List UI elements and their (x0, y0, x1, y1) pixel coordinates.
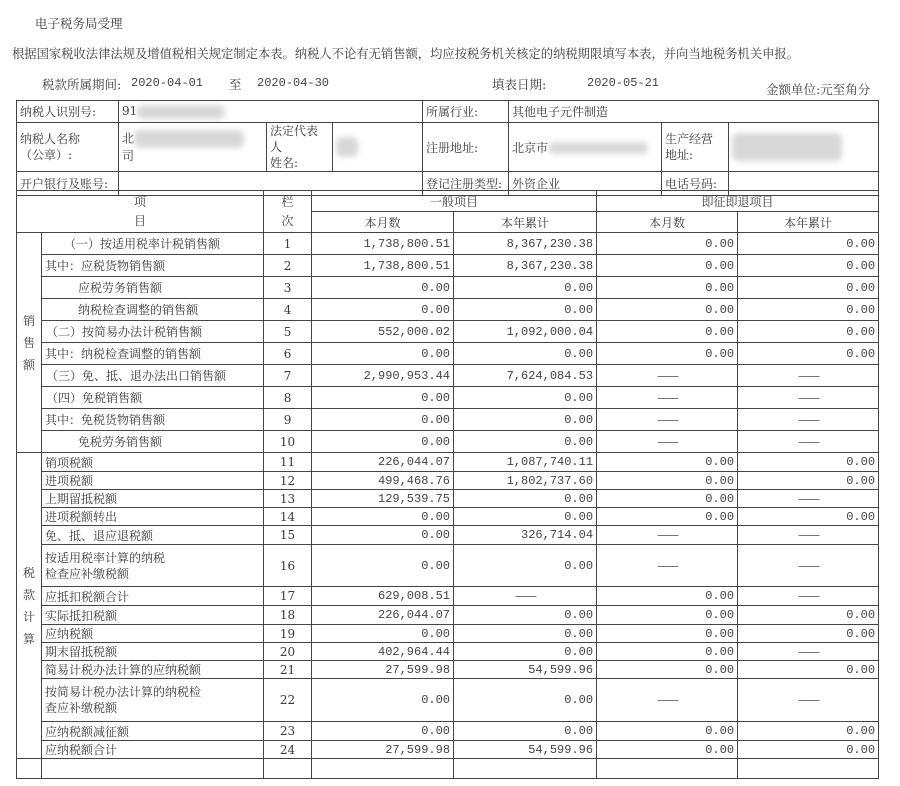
general-month-value: 129,539.75 (312, 490, 454, 508)
table-row (17, 431, 879, 453)
col-immediate-year: 本年累计 (738, 212, 879, 233)
general-year-value: 1,092,000.04 (454, 321, 597, 343)
table-row (17, 490, 879, 508)
immediate-month-value: 0.00 (597, 661, 738, 679)
row-line-no: 7 (264, 365, 312, 387)
general-year-value: —— (454, 587, 597, 606)
immediate-month-value: 0.00 (597, 625, 738, 643)
reg-type-label: 登记注册类型: (423, 172, 509, 196)
period-label: 税款所属期间: (42, 77, 122, 92)
general-year-value: 0.00 (454, 508, 597, 526)
table-row (17, 343, 879, 365)
industry-label: 所属行业: (423, 101, 509, 123)
immediate-year-value: 0.00 (738, 472, 879, 490)
table-row (17, 545, 879, 587)
row-line-no: 13 (264, 490, 312, 508)
general-year-value: 0.00 (454, 679, 597, 722)
general-month-value: 27,599.98 (312, 741, 454, 759)
row-label: 进项税额 (42, 472, 264, 490)
column-header-row-1 (17, 191, 879, 212)
row-line-no: 15 (264, 526, 312, 545)
general-month-value: 226,044.07 (312, 606, 454, 625)
immediate-month-value: 0.00 (597, 490, 738, 508)
row-line-no: 11 (264, 453, 312, 472)
immediate-month-value: —— (597, 431, 738, 453)
general-month-value: 0.00 (312, 387, 454, 409)
general-year-value: 54,599.96 (454, 661, 597, 679)
period-end: 2020-04-30 (257, 76, 330, 90)
row-label: 应税劳务销售额 (42, 277, 264, 299)
general-month-value: 1,738,800.51 (312, 233, 454, 255)
taxpayer-name-value: 北 司 (119, 123, 267, 172)
general-month-value: 27,599.98 (312, 661, 454, 679)
immediate-year-value: 0.00 (738, 508, 879, 526)
row-line-no: 21 (264, 661, 312, 679)
row-line-no: 3 (264, 277, 312, 299)
bank-account-label: 开户银行及账号: (17, 172, 119, 196)
immediate-year-value: 0.00 (738, 343, 879, 365)
immediate-year-value: 0.00 (738, 277, 879, 299)
biz-address-value (729, 123, 879, 172)
col-immediate-refund-header: 即征即退项目 (597, 191, 879, 212)
immediate-month-value: 0.00 (597, 606, 738, 625)
taxpayer-name-label: 纳税人名称 （公章）: (17, 123, 119, 172)
immediate-year-value: 0.00 (738, 661, 879, 679)
immediate-month-value: —— (597, 409, 738, 431)
general-year-value: 326,714.04 (454, 526, 597, 545)
immediate-month-value: —— (597, 387, 738, 409)
row-line-no: 22 (264, 679, 312, 722)
row-line-no: 6 (264, 343, 312, 365)
general-month-value: 0.00 (312, 431, 454, 453)
row-label: 应纳税额合计 (42, 741, 264, 759)
row-line-no: 2 (264, 255, 312, 277)
general-year-value: 0.00 (454, 490, 597, 508)
immediate-month-value: 0.00 (597, 508, 738, 526)
row-label: 免、抵、退应退税额 (42, 526, 264, 545)
form-notice: 根据国家税收法律法规及增值税相关规定制定本表。纳税人不论有无销售额，均应按税务机关核定的纳税期限填写本表，并向当地税务机关申报。 (12, 47, 800, 61)
reg-type-value: 外资企业 (509, 172, 662, 196)
immediate-year-value: 0.00 (738, 453, 879, 472)
general-month-value: 0.00 (312, 526, 454, 545)
general-year-value: 1,087,740.11 (454, 453, 597, 472)
row-label: 进项税额转出 (42, 508, 264, 526)
row-label: （一）按适用税率计税销售额 (42, 233, 264, 255)
biz-address-label: 生产经营 地址: (662, 123, 729, 172)
row-line-no: 17 (264, 587, 312, 606)
immediate-year-value: —— (738, 490, 879, 508)
table-row (17, 255, 879, 277)
amount-unit: 金额单位:元至角分 (766, 82, 871, 97)
general-year-value: 0.00 (454, 643, 597, 661)
immediate-year-value: —— (738, 643, 879, 661)
immediate-month-value: 0.00 (597, 453, 738, 472)
row-label: （三）免、抵、退办法出口销售额 (42, 365, 264, 387)
immediate-year-value: 0.00 (738, 321, 879, 343)
immediate-month-value: 0.00 (597, 587, 738, 606)
col-immediate-month: 本月数 (597, 212, 738, 233)
immediate-year-value: 0.00 (738, 606, 879, 625)
row-line-no: 19 (264, 625, 312, 643)
general-year-value: 7,624,084.53 (454, 365, 597, 387)
general-month-value: 0.00 (312, 277, 454, 299)
row-line-no: 12 (264, 472, 312, 490)
period-to: 至 (229, 77, 242, 92)
general-year-value: 0.00 (454, 431, 597, 453)
immediate-year-value: 0.00 (738, 255, 879, 277)
table-row (17, 679, 879, 722)
general-month-value: 0.00 (312, 508, 454, 526)
immediate-year-value: 0.00 (738, 299, 879, 321)
immediate-month-value: 0.00 (597, 722, 738, 741)
general-month-value: 1,738,800.51 (312, 255, 454, 277)
general-year-value: 1,802,737.60 (454, 472, 597, 490)
table-row (17, 453, 879, 472)
immediate-month-value: 0.00 (597, 343, 738, 365)
row-line-no: 23 (264, 722, 312, 741)
immediate-month-value: —— (597, 545, 738, 587)
immediate-year-value: —— (738, 545, 879, 587)
immediate-year-value: 0.00 (738, 625, 879, 643)
immediate-year-value: 0.00 (738, 741, 879, 759)
row-label: 按简易计税办法计算的纳税检 查应补缴税额 (42, 679, 264, 722)
legal-rep-label: 法定代表人 姓名: (267, 123, 333, 172)
row-label: 纳税检查调整的销售额 (42, 299, 264, 321)
immediate-month-value: 0.00 (597, 277, 738, 299)
col-line-no-header: 栏 次 (264, 191, 312, 233)
section-sales-label: 销售额 (17, 233, 42, 453)
general-year-value: 0.00 (454, 343, 597, 365)
general-month-value: 0.00 (312, 679, 454, 722)
row-label: 简易计税办法计算的应纳税额 (42, 661, 264, 679)
general-year-value: 0.00 (454, 606, 597, 625)
table-row-cut-off (17, 759, 879, 779)
immediate-year-value: —— (738, 679, 879, 722)
general-year-value: 0.00 (454, 722, 597, 741)
row-label: 实际抵扣税额 (42, 606, 264, 625)
reg-address-label: 注册地址: (423, 123, 509, 172)
row-line-no: 14 (264, 508, 312, 526)
general-year-value: 0.00 (454, 299, 597, 321)
row-line-no: 24 (264, 741, 312, 759)
row-label: 其中：免税货物销售额 (42, 409, 264, 431)
row-line-no: 1 (264, 233, 312, 255)
row-label: 应抵扣税额合计 (42, 587, 264, 606)
reg-address-value: 北京市 (509, 123, 662, 172)
general-month-value: 2,990,953.44 (312, 365, 454, 387)
row-line-no: 5 (264, 321, 312, 343)
table-row (17, 661, 879, 679)
table-row (17, 606, 879, 625)
legal-rep-value (333, 123, 423, 172)
general-month-value: 0.00 (312, 625, 454, 643)
immediate-year-value: —— (738, 387, 879, 409)
general-year-value: 0.00 (454, 545, 597, 587)
row-label: 应纳税额 (42, 625, 264, 643)
col-general-header: 一般项目 (312, 191, 597, 212)
table-row (17, 526, 879, 545)
immediate-year-value: —— (738, 409, 879, 431)
immediate-month-value: 0.00 (597, 299, 738, 321)
col-general-month: 本月数 (312, 212, 454, 233)
general-month-value: 0.00 (312, 722, 454, 741)
row-label: 销项税额 (42, 453, 264, 472)
row-label: 其中：应税货物销售额 (42, 255, 264, 277)
row-label: 按适用税率计算的纳税 检查应补缴税额 (42, 545, 264, 587)
row-line-no: 9 (264, 409, 312, 431)
table-row (17, 233, 879, 255)
general-month-value: 0.00 (312, 299, 454, 321)
table-row (17, 277, 879, 299)
taxpayer-id-value: 91 (119, 101, 423, 123)
general-year-value: 54,599.96 (454, 741, 597, 759)
general-month-value: 629,008.51 (312, 587, 454, 606)
receiver-stamp-text: 电子税务局受理 (35, 16, 123, 31)
table-row (17, 321, 879, 343)
period-start: 2020-04-01 (131, 76, 204, 90)
immediate-year-value: —— (738, 365, 879, 387)
table-row (17, 387, 879, 409)
table-row (17, 625, 879, 643)
fill-date: 2020-05-21 (587, 76, 660, 90)
col-general-year: 本年累计 (454, 212, 597, 233)
taxpayer-info-table (16, 100, 879, 196)
immediate-month-value: —— (597, 526, 738, 545)
table-row (17, 643, 879, 661)
row-line-no: 8 (264, 387, 312, 409)
general-month-value: 402,964.44 (312, 643, 454, 661)
immediate-month-value: 0.00 (597, 472, 738, 490)
row-line-no: 16 (264, 545, 312, 587)
row-label: 上期留抵税额 (42, 490, 264, 508)
table-row (17, 299, 879, 321)
row-line-no: 20 (264, 643, 312, 661)
immediate-year-value: —— (738, 431, 879, 453)
row-label: （二）按简易办法计税销售额 (42, 321, 264, 343)
immediate-year-value: 0.00 (738, 233, 879, 255)
row-label: 免税劳务销售额 (42, 431, 264, 453)
section-tax-calc-label: 税款计算 (17, 453, 42, 759)
table-row (17, 409, 879, 431)
industry-value: 其他电子元件制造 (509, 101, 879, 123)
taxpayer-id-label: 纳税人识别号: (17, 101, 119, 123)
immediate-month-value: 0.00 (597, 255, 738, 277)
immediate-month-value: 0.00 (597, 741, 738, 759)
general-month-value: 552,000.02 (312, 321, 454, 343)
row-label: 其中：纳税检查调整的销售额 (42, 343, 264, 365)
row-label: 期末留抵税额 (42, 643, 264, 661)
row-label: （四）免税销售额 (42, 387, 264, 409)
immediate-month-value: 0.00 (597, 233, 738, 255)
general-year-value: 0.00 (454, 409, 597, 431)
table-row (17, 722, 879, 741)
general-month-value: 499,468.76 (312, 472, 454, 490)
col-item-header: 项 目 (17, 191, 264, 233)
immediate-year-value: —— (738, 587, 879, 606)
table-row (17, 741, 879, 759)
table-row (17, 365, 879, 387)
general-year-value: 8,367,230.38 (454, 255, 597, 277)
row-label: 应纳税额减征额 (42, 722, 264, 741)
immediate-month-value: 0.00 (597, 321, 738, 343)
general-month-value: 0.00 (312, 409, 454, 431)
general-year-value: 0.00 (454, 277, 597, 299)
fill-date-label: 填表日期: (492, 77, 547, 92)
immediate-year-value: 0.00 (738, 722, 879, 741)
row-line-no: 4 (264, 299, 312, 321)
general-month-value: 0.00 (312, 545, 454, 587)
immediate-month-value: 0.00 (597, 643, 738, 661)
vat-declaration-table (16, 190, 879, 779)
immediate-month-value: —— (597, 365, 738, 387)
row-line-no: 10 (264, 431, 312, 453)
table-row (17, 472, 879, 490)
general-year-value: 0.00 (454, 625, 597, 643)
general-year-value: 8,367,230.38 (454, 233, 597, 255)
general-month-value: 226,044.07 (312, 453, 454, 472)
immediate-month-value: —— (597, 679, 738, 722)
table-row (17, 587, 879, 606)
table-row (17, 508, 879, 526)
phone-label: 电话号码: (662, 172, 729, 196)
immediate-year-value: —— (738, 526, 879, 545)
general-year-value: 0.00 (454, 387, 597, 409)
row-line-no: 18 (264, 606, 312, 625)
general-month-value: 0.00 (312, 343, 454, 365)
